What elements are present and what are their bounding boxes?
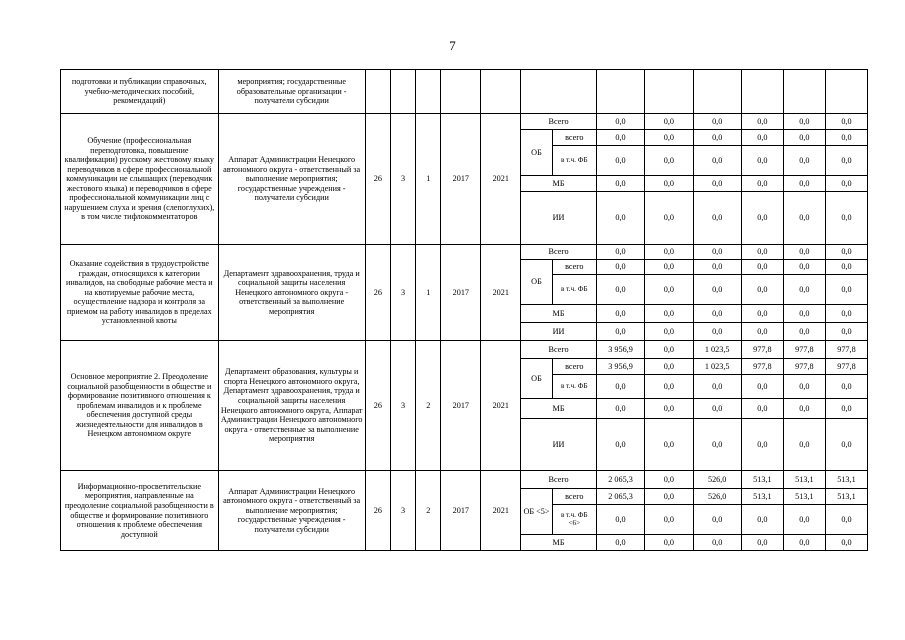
- measure-executor: Аппарат Администрации Ненецкого автономного округа - ответственный за выполнение мероприятия; государственные учреждения - получатели субсидии: [218, 114, 365, 245]
- value-cell: 0,0: [825, 505, 867, 535]
- value-cell: 0,0: [645, 245, 693, 260]
- measure-name: Информационно-просветительские мероприятия, направленные на преодоление социальной разобщенности в обществе и формирование позитивного отношения к проблеме обеспечения доступной: [61, 471, 219, 551]
- source-label: ОБ: [521, 130, 553, 176]
- code-1: 26: [365, 471, 390, 551]
- source-label: МБ: [521, 535, 597, 551]
- code-3: 1: [416, 114, 441, 245]
- value-cell: 0,0: [596, 399, 644, 419]
- measure-name: Оказание содействия в трудоустройстве граждан, относящихся к категории инвалидов, на свободные рабочие места и на квотируемые рабочие места, осуществление надзора и контроля за приемом на работу инвалидов в пределах установленной квоты: [61, 245, 219, 341]
- source-label: МБ: [521, 305, 597, 323]
- table-row: [61, 341, 868, 359]
- source-label: Всего: [521, 114, 597, 130]
- value-cell: 0,0: [596, 375, 644, 399]
- code-2: 3: [390, 341, 415, 471]
- value-cell: 0,0: [693, 535, 741, 551]
- value-cell: 0,0: [825, 176, 867, 192]
- value-cell: 513,1: [741, 489, 783, 505]
- measure-executor: Департамент образования, культуры и спорта Ненецкого автономного округа, Департамент здравоохранения, труда и социальной защиты населения Ненецкого автономного округа, Аппарат Администрации Ненецкого автономного округа - ответственные за выполнение мероприятия: [218, 341, 365, 471]
- value-cell: 0,0: [825, 130, 867, 146]
- value-cell: 0,0: [693, 419, 741, 471]
- value-cell: 513,1: [783, 471, 825, 489]
- value-cell: 0,0: [645, 419, 693, 471]
- code-2: 3: [390, 114, 415, 245]
- value-cell: 0,0: [693, 245, 741, 260]
- value-cell: 0,0: [741, 192, 783, 245]
- value-cell: 0,0: [596, 114, 644, 130]
- value-cell: 0,0: [645, 130, 693, 146]
- start-year: 2017: [441, 341, 481, 471]
- value-cell: 977,8: [783, 359, 825, 375]
- value-cell: 0,0: [825, 245, 867, 260]
- end-year: 2021: [481, 341, 521, 471]
- end-year: 2021: [481, 114, 521, 245]
- code-1: 26: [365, 341, 390, 471]
- program-table: [60, 69, 868, 551]
- value-cell: 2 065,3: [596, 489, 644, 505]
- value-cell: 0,0: [645, 375, 693, 399]
- value-cell: 0,0: [645, 114, 693, 130]
- value-cell: 0,0: [693, 375, 741, 399]
- value-cell: 977,8: [741, 341, 783, 359]
- measure-name: Обучение (профессиональная переподготовка, повышение квалификации) русскому жестовому языку переводчиков в сфере профессиональной коммуникации не слышащих (переводчик жестового языка) и переводчиков в сфере профессиональной коммуникации лиц с нарушением слуха и зрения (слепоглухих), в том числе тифлокомментаторов: [61, 114, 219, 245]
- value-cell: 0,0: [645, 305, 693, 323]
- code-2: 3: [390, 471, 415, 551]
- value-cell: 513,1: [741, 471, 783, 489]
- value-cell: 0,0: [693, 399, 741, 419]
- measure-name: Основное мероприятие 2. Преодоление социальной разобщенности в обществе и формирование позитивного отношения к проблемам инвалидов и к проблеме обеспечения доступной среды жизнедеятельности для инвалидов в Ненецком автономном округе: [61, 341, 219, 471]
- value-cell: 0,0: [741, 114, 783, 130]
- value-cell: 0,0: [693, 305, 741, 323]
- value-cell: 0,0: [825, 419, 867, 471]
- value-cell: 0,0: [596, 176, 644, 192]
- measure-executor: Аппарат Администрации Ненецкого автономного округа - ответственный за выполнение мероприятия; государственные учреждения - получатели субсидии: [218, 471, 365, 551]
- value-cell: 0,0: [741, 146, 783, 176]
- value-cell: 0,0: [645, 535, 693, 551]
- value-cell: 0,0: [825, 399, 867, 419]
- value-cell: 0,0: [741, 260, 783, 275]
- value-cell: 0,0: [693, 192, 741, 245]
- value-cell: 0,0: [783, 305, 825, 323]
- code-1: 26: [365, 114, 390, 245]
- source-label: ИИ: [521, 419, 597, 471]
- start-year: 2017: [441, 114, 481, 245]
- value-cell: 0,0: [645, 505, 693, 535]
- value-cell: 0,0: [741, 176, 783, 192]
- value-cell: 0,0: [825, 275, 867, 305]
- value-cell: 0,0: [783, 375, 825, 399]
- value-cell: 0,0: [741, 535, 783, 551]
- value-cell: 0,0: [825, 260, 867, 275]
- value-cell: 513,1: [825, 471, 867, 489]
- value-cell: 0,0: [596, 419, 644, 471]
- value-cell: 0,0: [645, 399, 693, 419]
- value-cell: 0,0: [693, 176, 741, 192]
- code-3: 2: [416, 341, 441, 471]
- value-cell: 0,0: [596, 305, 644, 323]
- value-cell: 0,0: [741, 375, 783, 399]
- value-cell: 0,0: [693, 114, 741, 130]
- value-cell: 526,0: [693, 471, 741, 489]
- value-cell: 513,1: [825, 489, 867, 505]
- value-cell: 0,0: [783, 114, 825, 130]
- value-cell: 0,0: [645, 359, 693, 375]
- value-cell: 0,0: [783, 260, 825, 275]
- value-cell: 3 956,9: [596, 341, 644, 359]
- source-sub-label: в т.ч. ФБ <6>: [552, 505, 596, 535]
- value-cell: 0,0: [693, 505, 741, 535]
- source-sub-label: в т.ч. ФБ: [552, 275, 596, 305]
- source-sub-label: всего: [552, 260, 596, 275]
- table-row: [61, 70, 868, 114]
- value-cell: 0,0: [693, 146, 741, 176]
- value-cell: 0,0: [825, 192, 867, 245]
- value-cell: 0,0: [825, 146, 867, 176]
- value-cell: 0,0: [645, 260, 693, 275]
- table-row: [61, 114, 868, 130]
- value-cell: 0,0: [741, 419, 783, 471]
- value-cell: 0,0: [783, 275, 825, 305]
- value-cell: 0,0: [783, 399, 825, 419]
- value-cell: 0,0: [741, 245, 783, 260]
- source-label: ОБ <5>: [521, 489, 553, 535]
- value-cell: 0,0: [825, 375, 867, 399]
- source-label: МБ: [521, 399, 597, 419]
- value-cell: 0,0: [645, 489, 693, 505]
- measure-executor: мероприятия; государственные образовательные организации - получатели субсидии: [218, 70, 365, 114]
- value-cell: 977,8: [783, 341, 825, 359]
- value-cell: 2 065,3: [596, 471, 644, 489]
- source-label: Всего: [521, 341, 597, 359]
- value-cell: 0,0: [825, 305, 867, 323]
- value-cell: 0,0: [783, 245, 825, 260]
- value-cell: 0,0: [741, 505, 783, 535]
- value-cell: 0,0: [645, 192, 693, 245]
- code-2: 3: [390, 245, 415, 341]
- value-cell: 0,0: [741, 323, 783, 341]
- source-label: Всего: [521, 471, 597, 489]
- source-sub-label: в т.ч. ФБ: [552, 146, 596, 176]
- source-label: ОБ: [521, 359, 553, 399]
- table-row: [61, 245, 868, 260]
- value-cell: 0,0: [596, 505, 644, 535]
- value-cell: 0,0: [783, 505, 825, 535]
- value-cell: 513,1: [783, 489, 825, 505]
- value-cell: 526,0: [693, 489, 741, 505]
- value-cell: 0,0: [783, 130, 825, 146]
- value-cell: 0,0: [783, 419, 825, 471]
- measure-executor: Департамент здравоохранения, труда и социальной защиты населения Ненецкого автономного округа - ответственный за выполнение мероприятия: [218, 245, 365, 341]
- value-cell: 0,0: [596, 323, 644, 341]
- value-cell: 0,0: [596, 146, 644, 176]
- value-cell: 0,0: [693, 323, 741, 341]
- source-label: Всего: [521, 245, 597, 260]
- value-cell: 0,0: [693, 130, 741, 146]
- source-sub-label: всего: [552, 359, 596, 375]
- value-cell: 3 956,9: [596, 359, 644, 375]
- value-cell: 0,0: [783, 176, 825, 192]
- value-cell: 0,0: [783, 192, 825, 245]
- value-cell: 0,0: [596, 192, 644, 245]
- code-3: 1: [416, 245, 441, 341]
- value-cell: 1 023,5: [693, 341, 741, 359]
- value-cell: 0,0: [741, 399, 783, 419]
- value-cell: 0,0: [825, 114, 867, 130]
- source-label: ИИ: [521, 192, 597, 245]
- value-cell: 0,0: [693, 275, 741, 305]
- value-cell: 0,0: [645, 176, 693, 192]
- value-cell: 0,0: [783, 535, 825, 551]
- source-sub-label: всего: [552, 489, 596, 505]
- value-cell: 0,0: [741, 130, 783, 146]
- source-label: ИИ: [521, 323, 597, 341]
- value-cell: 0,0: [645, 471, 693, 489]
- value-cell: 0,0: [596, 275, 644, 305]
- source-sub-label: всего: [552, 130, 596, 146]
- code-1: 26: [365, 245, 390, 341]
- value-cell: 0,0: [783, 146, 825, 176]
- source-label: МБ: [521, 176, 597, 192]
- end-year: 2021: [481, 245, 521, 341]
- value-cell: 0,0: [825, 535, 867, 551]
- value-cell: 0,0: [596, 260, 644, 275]
- source-sub-label: в т.ч. ФБ: [552, 375, 596, 399]
- value-cell: 0,0: [645, 323, 693, 341]
- value-cell: 0,0: [645, 275, 693, 305]
- value-cell: 0,0: [645, 146, 693, 176]
- start-year: 2017: [441, 245, 481, 341]
- value-cell: 977,8: [825, 359, 867, 375]
- end-year: 2021: [481, 471, 521, 551]
- value-cell: 0,0: [783, 323, 825, 341]
- start-year: 2017: [441, 471, 481, 551]
- value-cell: 0,0: [596, 245, 644, 260]
- value-cell: 0,0: [741, 275, 783, 305]
- source-label: ОБ: [521, 260, 553, 305]
- value-cell: 0,0: [741, 305, 783, 323]
- page-number: 7: [449, 38, 456, 53]
- value-cell: 977,8: [741, 359, 783, 375]
- value-cell: 0,0: [693, 260, 741, 275]
- table-row: [61, 471, 868, 489]
- value-cell: 0,0: [596, 130, 644, 146]
- measure-name: подготовки и публикации справочных, учебно-методических пособий, рекомендаций): [61, 70, 219, 114]
- value-cell: 977,8: [825, 341, 867, 359]
- value-cell: 0,0: [825, 323, 867, 341]
- value-cell: 0,0: [645, 341, 693, 359]
- value-cell: 1 023,5: [693, 359, 741, 375]
- code-3: 2: [416, 471, 441, 551]
- value-cell: 0,0: [596, 535, 644, 551]
